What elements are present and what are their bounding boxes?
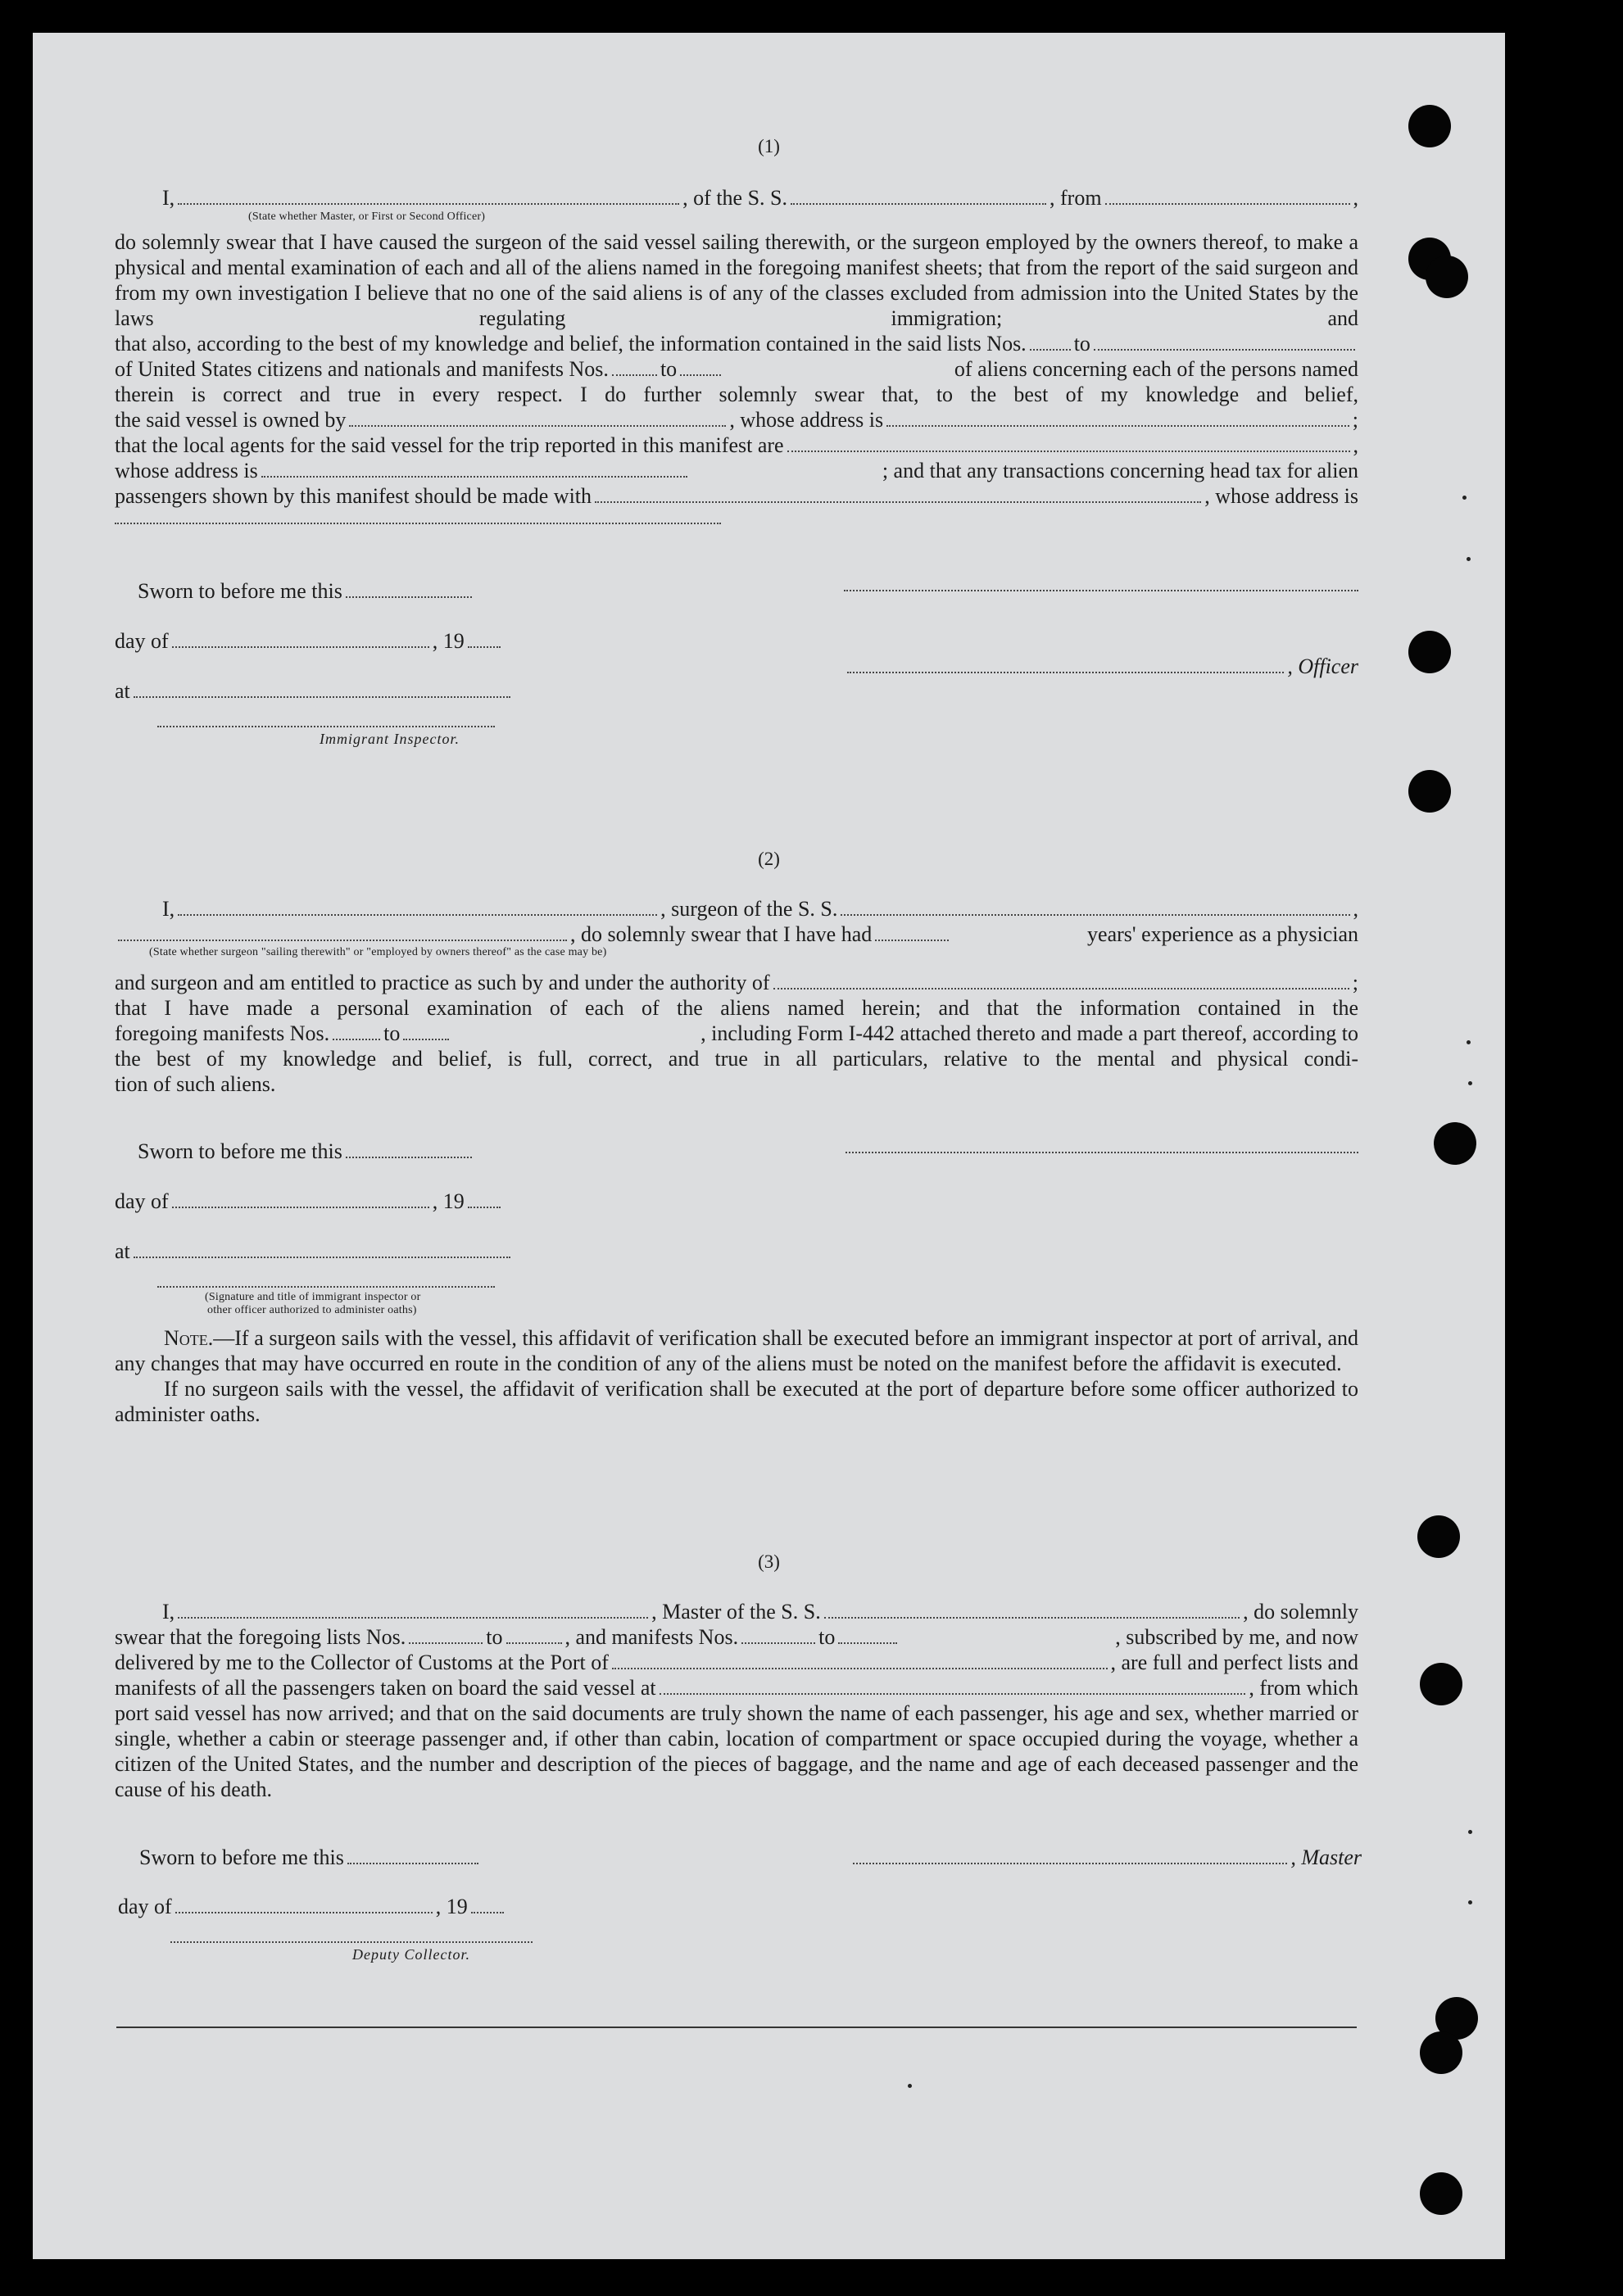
s1-officer-row xyxy=(844,654,1358,679)
form-page xyxy=(33,33,1505,2259)
note-label: Note. xyxy=(164,1326,214,1350)
s2-line-2 xyxy=(115,922,1358,947)
s2-inspector-signature-line[interactable] xyxy=(157,1286,495,1288)
s1-text: , whose address is xyxy=(1204,484,1358,508)
speck xyxy=(1467,557,1471,561)
s2-line-3 xyxy=(115,970,1358,995)
blank-s3-embark-port[interactable] xyxy=(660,1678,1246,1695)
s3-text: delivered by me to the Collector of Customs at the Port of xyxy=(115,1651,609,1674)
punch-hole xyxy=(1408,631,1451,673)
speck xyxy=(908,2084,912,2088)
s1-text: at xyxy=(115,679,130,703)
blank-authority[interactable] xyxy=(773,973,1349,989)
s3-text: swear that the foregoing lists Nos. xyxy=(115,1625,406,1649)
s2-day-row xyxy=(115,1189,1358,1214)
officer-signature-line-1[interactable] xyxy=(844,590,1358,591)
s1-line-1 xyxy=(115,185,1358,211)
s2-line-1 xyxy=(115,896,1358,922)
s2-text: years' experience as a physician xyxy=(1087,922,1358,946)
s3-text: , from which xyxy=(1249,1676,1358,1700)
s3-text: , subscribed by me, and now xyxy=(1115,1625,1358,1649)
s1-line-8 xyxy=(115,356,1358,382)
blank-officer-rank[interactable] xyxy=(178,188,679,205)
officer-label: , Officer xyxy=(1287,654,1358,678)
s2-text: , including Form I-442 attached thereto and made a part thereof, according to xyxy=(700,1021,1358,1045)
s1-text: to xyxy=(1073,332,1090,355)
section-1-number: (1) xyxy=(758,136,780,156)
s2-text: and surgeon and am entitled to practice as such by and under the authority of xyxy=(115,971,770,994)
s3-text: , and manifests Nos. xyxy=(564,1625,739,1649)
s2-text: ; xyxy=(1352,971,1358,994)
punch-hole xyxy=(1408,770,1451,813)
master-label: , Master xyxy=(1290,1845,1362,1869)
blank-s3-list-from[interactable] xyxy=(409,1628,483,1644)
s1-text: , xyxy=(1353,433,1358,457)
inspector-signature-line[interactable] xyxy=(157,726,495,727)
blank-s3-sworn-date[interactable] xyxy=(347,1848,478,1864)
s1-text: passengers shown by this manifest should be made with xyxy=(115,484,592,508)
s2-text: , 19 xyxy=(432,1189,465,1213)
blank-s3-vessel[interactable] xyxy=(824,1602,1240,1619)
s1-day-row xyxy=(115,628,1358,654)
note-text-2: If no surgeon sails with the vessel, the affidavit of verification shall be executed at the port of departure before some officer authorized to administer oaths. xyxy=(115,1377,1358,1426)
s3-day-row xyxy=(118,1894,1362,1919)
s1-text: of United States citizens and nationals and manifests Nos. xyxy=(115,357,609,381)
s2-text: day of xyxy=(115,1189,169,1213)
s3-text: , do solemnly xyxy=(1243,1600,1358,1624)
s2-text: at xyxy=(115,1239,130,1263)
s2-line-7 xyxy=(115,1071,1358,1097)
blank-surgeon-vessel[interactable] xyxy=(841,899,1349,916)
inspector-caption: Immigrant Inspector. xyxy=(320,731,460,747)
s3-text: , are full and perfect lists and xyxy=(1110,1651,1358,1674)
blank-head-tax-address[interactable] xyxy=(115,523,721,524)
blank-year[interactable] xyxy=(468,632,501,648)
s2-line-6 xyxy=(115,1046,1358,1071)
s1-text: , of the S. S. xyxy=(682,186,788,210)
blank-s2-manifest-from[interactable] xyxy=(333,1024,380,1040)
blank-vessel-name[interactable] xyxy=(791,188,1046,205)
s1-text: , 19 xyxy=(432,629,465,653)
bottom-rule xyxy=(116,2027,1357,2028)
speck xyxy=(1467,1040,1471,1044)
s1-line-7 xyxy=(115,331,1358,356)
s1-text: to xyxy=(660,357,678,381)
s1-text: that the local agents for the said vessel for the trip reported in this manifest are xyxy=(115,433,784,457)
s2-line-4 xyxy=(115,995,1358,1021)
blank-from-port[interactable] xyxy=(1105,188,1350,205)
blank-s3-year[interactable] xyxy=(471,1897,504,1913)
blank-surgeon-name[interactable] xyxy=(178,899,657,916)
s2-text: that I have made a personal examination of each of the aliens named herein; and that the information contained in the xyxy=(115,996,1358,1020)
s2-sig-caption-1: (Signature and title of immigrant inspector or xyxy=(205,1291,421,1303)
s3-paragraph-text: port said vessel has now arrived; and that on the said documents are truly shown the name of each passenger, his age and sex, whether married or single, whether a cabin or steerage passenger and, if other than cabin, location of compartment or space occupied during the voyage, whether a citizen of the United States, and the number and description of the pieces of baggage, and the name and age of each deceased passenger and the cause of his death. xyxy=(115,1701,1358,1801)
blank-local-agents[interactable] xyxy=(787,436,1350,452)
s1-line-9 xyxy=(115,382,1358,407)
blank-s3-list-to[interactable] xyxy=(506,1628,562,1644)
s1-line-13 xyxy=(115,483,1358,509)
s3-text: to xyxy=(486,1625,503,1649)
blank-s2-sworn-date[interactable] xyxy=(346,1142,472,1158)
blank-s2-day-month[interactable] xyxy=(172,1192,429,1208)
s2-text: Sworn to before me this xyxy=(138,1139,342,1163)
s1-at-row xyxy=(115,678,1358,704)
s2-at-row xyxy=(115,1239,1358,1264)
blank-s3-manifest-from[interactable] xyxy=(741,1628,815,1644)
s3-paragraph xyxy=(115,1700,1358,1802)
s1-text: the said vessel is owned by xyxy=(115,408,347,432)
s3-line-1 xyxy=(115,1599,1358,1624)
blank-owner-address[interactable] xyxy=(886,410,1349,427)
blank-manifest-to[interactable] xyxy=(680,360,721,376)
s3-line-3 xyxy=(115,1650,1358,1675)
note-block xyxy=(115,1325,1358,1427)
s1-text: ; and that any transactions concerning head tax for alien xyxy=(882,459,1358,482)
blank-s3-port[interactable] xyxy=(612,1653,1108,1669)
s3-line-2 xyxy=(115,1624,1358,1650)
blank-head-tax-agent[interactable] xyxy=(595,487,1201,503)
blank-owner[interactable] xyxy=(349,410,726,427)
s1-text: therein is correct and true in every respect. I do further solemnly swear that, to the best of my knowledge and belief, xyxy=(115,383,1358,406)
s1-sub-caption: (State whether Master, or First or Second Officer) xyxy=(248,211,486,223)
s3-text: to xyxy=(818,1625,836,1649)
s2-text: tion of such aliens. xyxy=(115,1072,276,1096)
speck xyxy=(1468,1081,1472,1085)
s3-text: day of xyxy=(118,1895,172,1918)
s1-text: , xyxy=(1353,186,1358,210)
s2-sub-caption: (State whether surgeon "sailing therewith" or "employed by owners thereof" as the case may be) xyxy=(149,946,607,958)
blank-s2-place[interactable] xyxy=(134,1242,510,1258)
s3-sworn-row xyxy=(116,1845,1362,1870)
s1-text: of aliens concerning each of the persons named xyxy=(954,357,1358,381)
s1-paragraph-text: do solemnly swear that I have caused the surgeon of the said vessel sailing therewith, or the surgeon employed by the owners thereof, to make a physical and mental examination of each and all of the aliens named in the foregoing manifest sheets; that from the report of the said surgeon and from my own investigation I believe that no one of the said aliens is of any of the classes excluded from admission into the United States by the laws regulating immigration; and xyxy=(115,230,1358,330)
s2-text: the best of my knowledge and belief, is full, correct, and true in all particulars, relative to the mental and physical condi- xyxy=(115,1047,1358,1071)
note-text-1: —If a surgeon sails with the vessel, this affidavit of verification shall be executed before an immigrant inspector at port of arrival, and any changes that may have occurred en route in the condition of any of the aliens must be noted on the manifest before the affidavit is executed. xyxy=(115,1326,1358,1375)
blank-surgeon-status[interactable] xyxy=(118,925,567,941)
s1-text: Sworn to before me this xyxy=(138,579,342,603)
s2-text: , surgeon of the S. S. xyxy=(660,897,838,921)
blank-list-no-to[interactable] xyxy=(1094,334,1355,351)
s3-text: , Master of the S. S. xyxy=(651,1600,821,1624)
section-3-number: (3) xyxy=(758,1551,780,1572)
s1-text: , from xyxy=(1050,186,1102,210)
s1-line-12 xyxy=(115,458,1358,483)
blank-sworn-date[interactable] xyxy=(346,582,472,598)
s2-text: to xyxy=(383,1021,401,1045)
section-2-number: (2) xyxy=(758,849,780,869)
s3-line-4 xyxy=(115,1675,1358,1700)
s2-text: , xyxy=(1353,897,1358,921)
s1-paragraph xyxy=(115,229,1358,331)
s1-text: whose address is xyxy=(115,459,258,482)
blank-years[interactable] xyxy=(875,925,949,941)
s3-text: , 19 xyxy=(435,1895,468,1918)
speck xyxy=(1462,496,1467,500)
blank-s3-manifest-to[interactable] xyxy=(838,1628,897,1644)
punch-hole xyxy=(1420,1663,1462,1705)
blank-manifest-from[interactable] xyxy=(612,360,657,376)
note-paragraph-1 xyxy=(115,1325,1358,1376)
officer-signature-line-2[interactable] xyxy=(847,657,1284,673)
blank-master-name[interactable] xyxy=(178,1602,648,1619)
punch-hole xyxy=(1420,2031,1462,2074)
s1-text: I, xyxy=(162,186,175,210)
speck xyxy=(1468,1830,1472,1834)
s1-line-10 xyxy=(115,407,1358,432)
s2-sig-caption-2: other officer authorized to administer oaths) xyxy=(207,1304,417,1316)
s3-text: Sworn to before me this xyxy=(139,1845,344,1869)
blank-s2-year[interactable] xyxy=(468,1192,501,1208)
s2-line-5 xyxy=(115,1021,1358,1046)
master-signature-line[interactable] xyxy=(853,1848,1287,1864)
collector-caption: Deputy Collector. xyxy=(352,1946,470,1963)
blank-list-no-from[interactable] xyxy=(1030,334,1071,351)
punch-hole xyxy=(1434,1122,1476,1165)
speck xyxy=(1468,1900,1472,1904)
blank-agents-address[interactable] xyxy=(261,461,687,478)
blank-place[interactable] xyxy=(134,682,510,698)
s2-text: foregoing manifests Nos. xyxy=(115,1021,330,1045)
s1-line-11 xyxy=(115,432,1358,458)
s1-text: that also, according to the best of my knowledge and belief, the information contained in the said lists Nos. xyxy=(115,332,1027,355)
punch-hole xyxy=(1420,2172,1462,2215)
blank-s2-manifest-to[interactable] xyxy=(403,1024,449,1040)
s3-text: manifests of all the passengers taken on board the said vessel at xyxy=(115,1676,656,1700)
s1-text: , whose address is xyxy=(729,408,884,432)
punch-hole xyxy=(1426,256,1468,298)
surgeon-signature-line[interactable] xyxy=(846,1152,1358,1153)
blank-s3-day-month[interactable] xyxy=(175,1897,433,1913)
s1-text: day of xyxy=(115,629,169,653)
s3-text: I, xyxy=(162,1600,175,1624)
s1-text: ; xyxy=(1352,408,1358,432)
s2-text: , do solemnly swear that I have had xyxy=(570,922,873,946)
blank-day-month[interactable] xyxy=(172,632,429,648)
s2-text: I, xyxy=(162,897,175,921)
collector-signature-line[interactable] xyxy=(170,1941,533,1943)
